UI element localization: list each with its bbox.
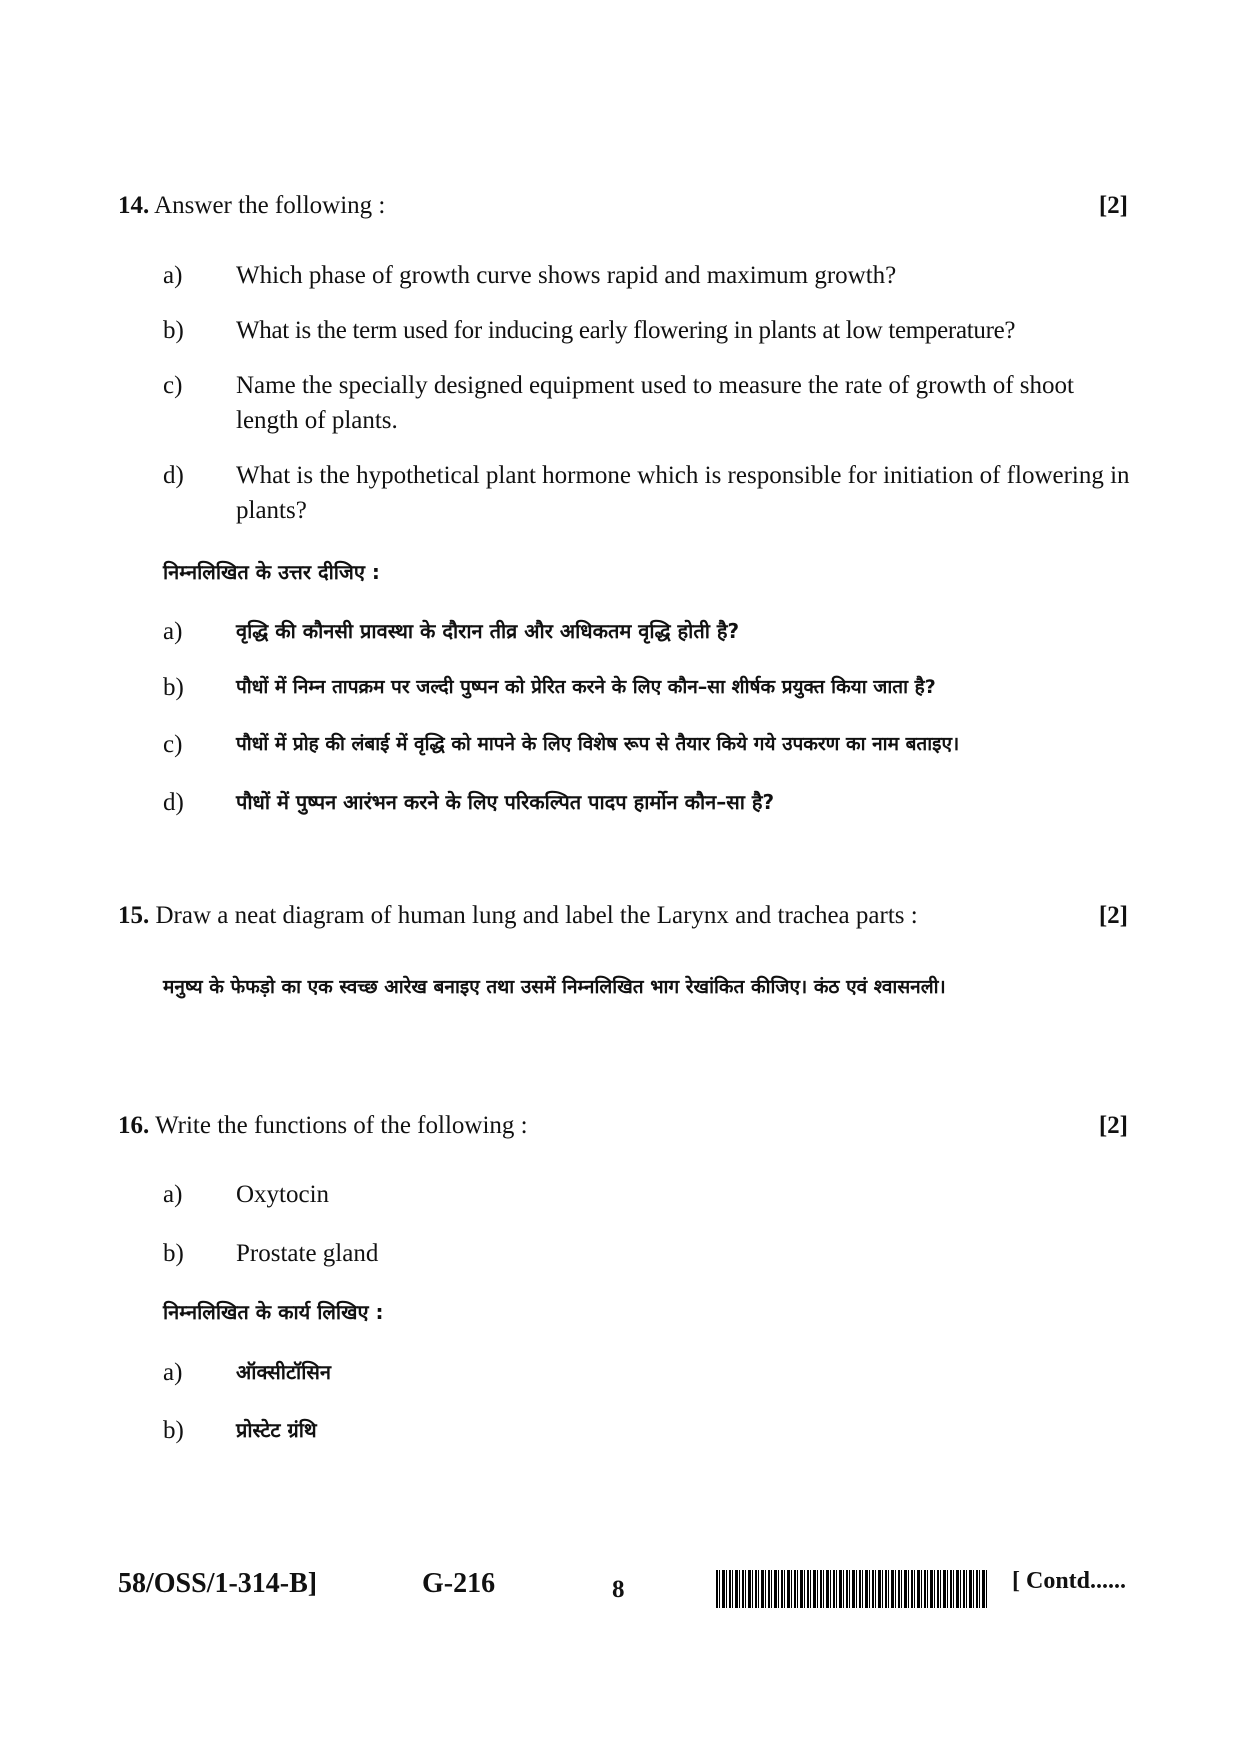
item-label: c) xyxy=(163,372,183,399)
item-label: d) xyxy=(163,462,184,489)
item-label: a) xyxy=(163,618,183,645)
item-text: Prostate gland xyxy=(236,1240,379,1267)
question-marks: [2] xyxy=(1098,1112,1128,1139)
item-label: b) xyxy=(163,1240,184,1267)
question-number: 14. xyxy=(118,192,150,219)
item-text: वृद्धि की कौनसी प्रावस्था के दौरान तीव्र और अधिकतम वृद्धि होती है? xyxy=(236,619,740,643)
question-14-heading xyxy=(118,190,1128,222)
item-text: Which phase of growth curve shows rapid and maximum growth? xyxy=(236,262,897,289)
item-text: What is the hypothetical plant hormone which is responsible for initiation of flowering in plants? xyxy=(236,462,1130,524)
question-number: 15. xyxy=(118,902,150,929)
q14-hindi-title: निम्नलिखित के उत्तर दीजिए : xyxy=(163,560,380,584)
item-label: a) xyxy=(163,1359,183,1386)
paper-code: 58/OSS/1-314-B] xyxy=(118,1568,318,1599)
item-label: b) xyxy=(163,1417,184,1444)
item-text: प्रोस्टेट ग्रंथि xyxy=(236,1418,317,1442)
item-text: पौधों में निम्न तापक्रम पर जल्दी पुष्पन को प्रेरित करने के लिए कौन–सा शीर्षक प्रयुक्त किया जाता है? xyxy=(236,676,936,698)
q16-hindi-title: निम्नलिखित के कार्य लिखिए : xyxy=(163,1300,384,1324)
item-text: पौधों में प्रोह की लंबाई में वृद्धि को मापने के लिए विशेष रूप से तैयार किये गये उपकरण का नाम बताइए। xyxy=(236,733,960,755)
item-label: b) xyxy=(163,674,184,701)
question-marks: [2] xyxy=(1098,192,1128,219)
question-16-heading xyxy=(118,1110,1128,1142)
item-label: d) xyxy=(163,789,184,816)
item-label: c) xyxy=(163,731,183,758)
item-text: What is the term used for inducing early flowering in plants at low temperature? xyxy=(236,317,1016,344)
item-text: Oxytocin xyxy=(236,1181,330,1208)
question-number: 16. xyxy=(118,1112,150,1139)
q15-hindi-text: मनुष्य के फेफड़ो का एक स्वच्छ आरेख बनाइए तथा उसमें निम्नलिखित भाग रेखांकित कीजिए। कंठ एवं श्वासनली। xyxy=(163,976,946,998)
item-label: a) xyxy=(163,1181,183,1208)
question-title: Write the functions of the following : xyxy=(155,1112,528,1139)
series-code: G-216 xyxy=(422,1568,496,1599)
item-text: पौधों में पुष्पन आरंभन करने के लिए परिकल्पित पादप हार्मोन कौन–सा है? xyxy=(236,790,775,814)
item-label: a) xyxy=(163,262,183,289)
page-footer xyxy=(0,1568,1241,1618)
question-15-heading xyxy=(118,900,1128,932)
question-title: Draw a neat diagram of human lung and label the Larynx and trachea parts : xyxy=(155,902,918,929)
barcode xyxy=(716,1570,988,1608)
item-label: b) xyxy=(163,317,184,344)
question-marks: [2] xyxy=(1098,902,1128,929)
question-title: Answer the following : xyxy=(154,192,386,219)
page-number: 8 xyxy=(612,1576,625,1603)
item-text: ऑक्सीटॉसिन xyxy=(236,1360,331,1384)
item-text: Name the specially designed equipment used to measure the rate of growth of shoot length of plants. xyxy=(236,372,1074,434)
continued-marker: [ Contd...... xyxy=(1012,1568,1127,1594)
